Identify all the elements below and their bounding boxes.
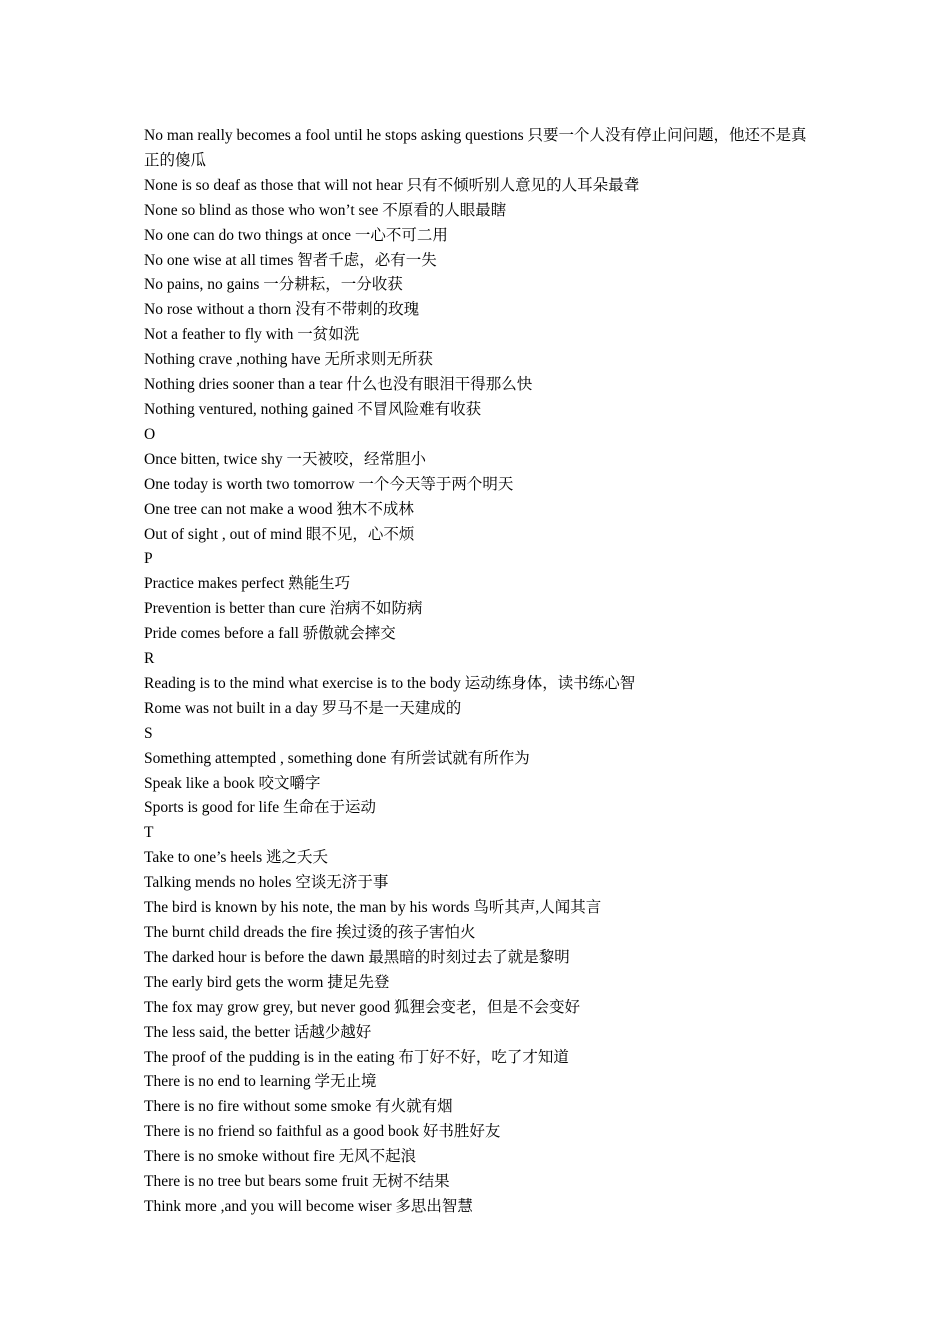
proverb-line: None so blind as those who won’t see 不原看的人眼最瞎 [144,201,507,219]
proverb-line: Talking mends no holes 空谈无济于事 [144,874,389,892]
section-letter: O [144,425,156,443]
proverb-line: The proof of the pudding is in the eating 布丁好不好，吃了才知道 [144,1048,569,1066]
proverb-line: Rome was not built in a day 罗马不是一天建成的 [144,699,462,717]
proverb-line: There is no tree but bears some fruit 无树不结果 [144,1173,450,1191]
proverb-line: No rose without a thorn 没有不带刺的玫瑰 [144,301,420,319]
proverb-line: Sports is good for life 生命在于运动 [144,799,377,817]
section-letter: S [144,724,153,742]
proverb-line: No pains, no gains 一分耕耘，一分收获 [144,276,403,294]
proverb-line: Think more ,and you will become wiser 多思出智慧 [144,1197,473,1215]
proverb-line: Nothing crave ,nothing have 无所求则无所获 [144,351,433,369]
proverb-line: Nothing dries sooner than a tear 什么也没有眼泪干得那么快 [144,376,533,394]
proverb-line: There is no fire without some smoke 有火就有烟 [144,1098,453,1116]
proverb-line: Pride comes before a fall 骄傲就会摔交 [144,625,396,643]
proverb-line: Take to one’s heels 逃之夭夭 [144,849,329,867]
proverb-line: No one can do two things at once 一心不可二用 [144,226,448,244]
proverb-line: Once bitten, twice shy 一天被咬，经常胆小 [144,450,426,468]
proverb-line: The fox may grow grey, but never good 狐狸会变老，但是不会变好 [144,998,580,1016]
proverb-line: Practice makes perfect 熟能生巧 [144,575,351,593]
proverb-line: The bird is known by his note, the man by his words 鸟听其声,人闻其言 [144,899,602,917]
proverb-line: One today is worth two tomorrow 一个今天等于两个明天 [144,475,514,493]
section-letter: R [144,650,155,668]
proverb-line: There is no smoke without fire 无风不起浪 [144,1148,417,1166]
proverb-line: Speak like a book 咬文嚼字 [144,774,321,792]
proverb-line: The less said, the better 话越少越好 [144,1023,372,1041]
proverb-line: One tree can not make a wood 独木不成林 [144,500,414,518]
proverb-line: There is no friend so faithful as a good book 好书胜好友 [144,1123,501,1141]
proverb-line: Prevention is better than cure 治病不如防病 [144,600,423,618]
proverb-line: Nothing ventured, nothing gained 不冒风险难有收获 [144,400,482,418]
proverb-line: The darked hour is before the dawn 最黑暗的时刻过去了就是黎明 [144,948,570,966]
section-letter: P [144,550,153,568]
proverb-line: Out of sight , out of mind 眼不见，心不烦 [144,525,415,543]
proverb-line: Not a feather to fly with 一贫如洗 [144,326,360,344]
proverb-line: Something attempted , something done 有所尝试就有所作为 [144,749,530,767]
proverb-list [144,124,812,1220]
proverb-line: No one wise at all times 智者千虑，必有一失 [144,251,437,269]
proverb-line: Reading is to the mind what exercise is to the body 运动练身体，读书练心智 [144,674,636,692]
proverb-line: The early bird gets the worm 捷足先登 [144,973,390,991]
proverb-line: The burnt child dreads the fire 挨过烫的孩子害怕火 [144,924,476,941]
proverb-line: None is so deaf as those that will not hear 只有不倾听别人意见的人耳朵最聋 [144,176,640,194]
proverb-line: No man really becomes a fool until he stops asking questions 只要一个人没有停止问问题，他还不是真正的傻瓜 [144,127,807,169]
proverb-line: There is no end to learning 学无止境 [144,1073,377,1091]
section-letter: T [144,824,154,842]
